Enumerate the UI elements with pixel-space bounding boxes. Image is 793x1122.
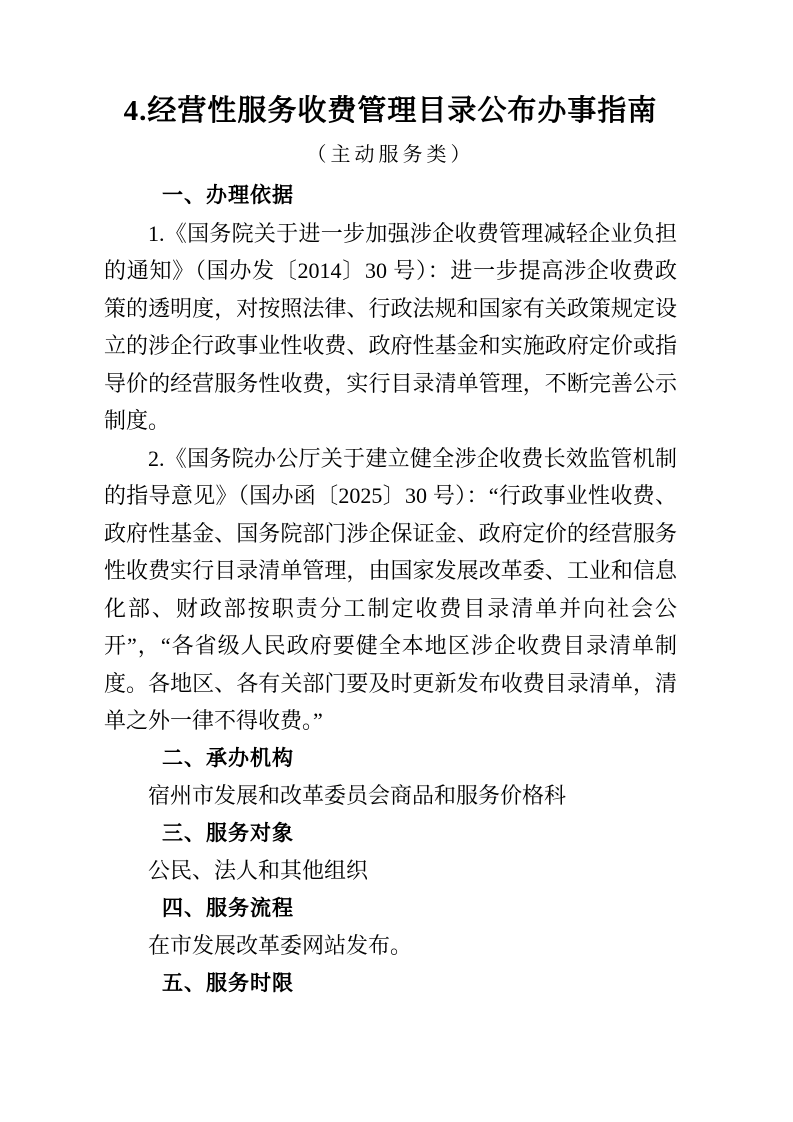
paragraph: 1.《国务院关于进一步加强涉企收费管理减轻企业负担的通知》（国办发〔2014〕30 号）：进一步提高涉企收费政策的透明度，对按照法律、行政法规和国家有关政策规定设立的涉企行政事业性收费、政府性基金和实施政府定价或指导价的经营服务性收费，实行目录清单管理，不断完善公示制度。 (104, 220, 677, 433)
section-heading: 四、服务流程 (162, 896, 294, 920)
section-service-process (104, 890, 677, 965)
paragraph: 在市发展改革委网站发布。 (148, 933, 413, 958)
section-heading: 二、承办机构 (162, 746, 294, 770)
section-heading: 五、服务时限 (162, 971, 294, 995)
paragraph: 宿州市发展和改革委员会商品和服务价格科 (148, 783, 567, 808)
page-title: 4.经营性服务收费管理目录公布办事指南 (123, 95, 658, 127)
section-handling-basis (104, 177, 677, 740)
paragraph: 2.《国务院办公厅关于建立健全涉企收费长效监管机制的指导意见》（国办函〔2025〕30 号）：“行政事业性收费、政府性基金、国务院部门涉企保证金、政府定价的经营服务性收费实行目录清单管理，由国家发展改革委、工业和信息化部、财政部按职责分工制定收费目录清单并向社会公开”，“各省级人民政府要健全本地区涉企收费目录清单制度。各地区、各有关部门要及时更新发布收费目录清单，清单之外一律不得收费。” (104, 445, 677, 733)
section-service-target (104, 815, 677, 890)
section-heading: 三、服务对象 (162, 821, 294, 845)
paragraph: 公民、法人和其他组织 (148, 858, 369, 883)
page-subtitle: （主动服务类） (306, 144, 475, 166)
section-heading: 一、办理依据 (162, 184, 294, 207)
section-undertaking-agency (104, 740, 677, 815)
section-service-time-limit (104, 965, 677, 1003)
